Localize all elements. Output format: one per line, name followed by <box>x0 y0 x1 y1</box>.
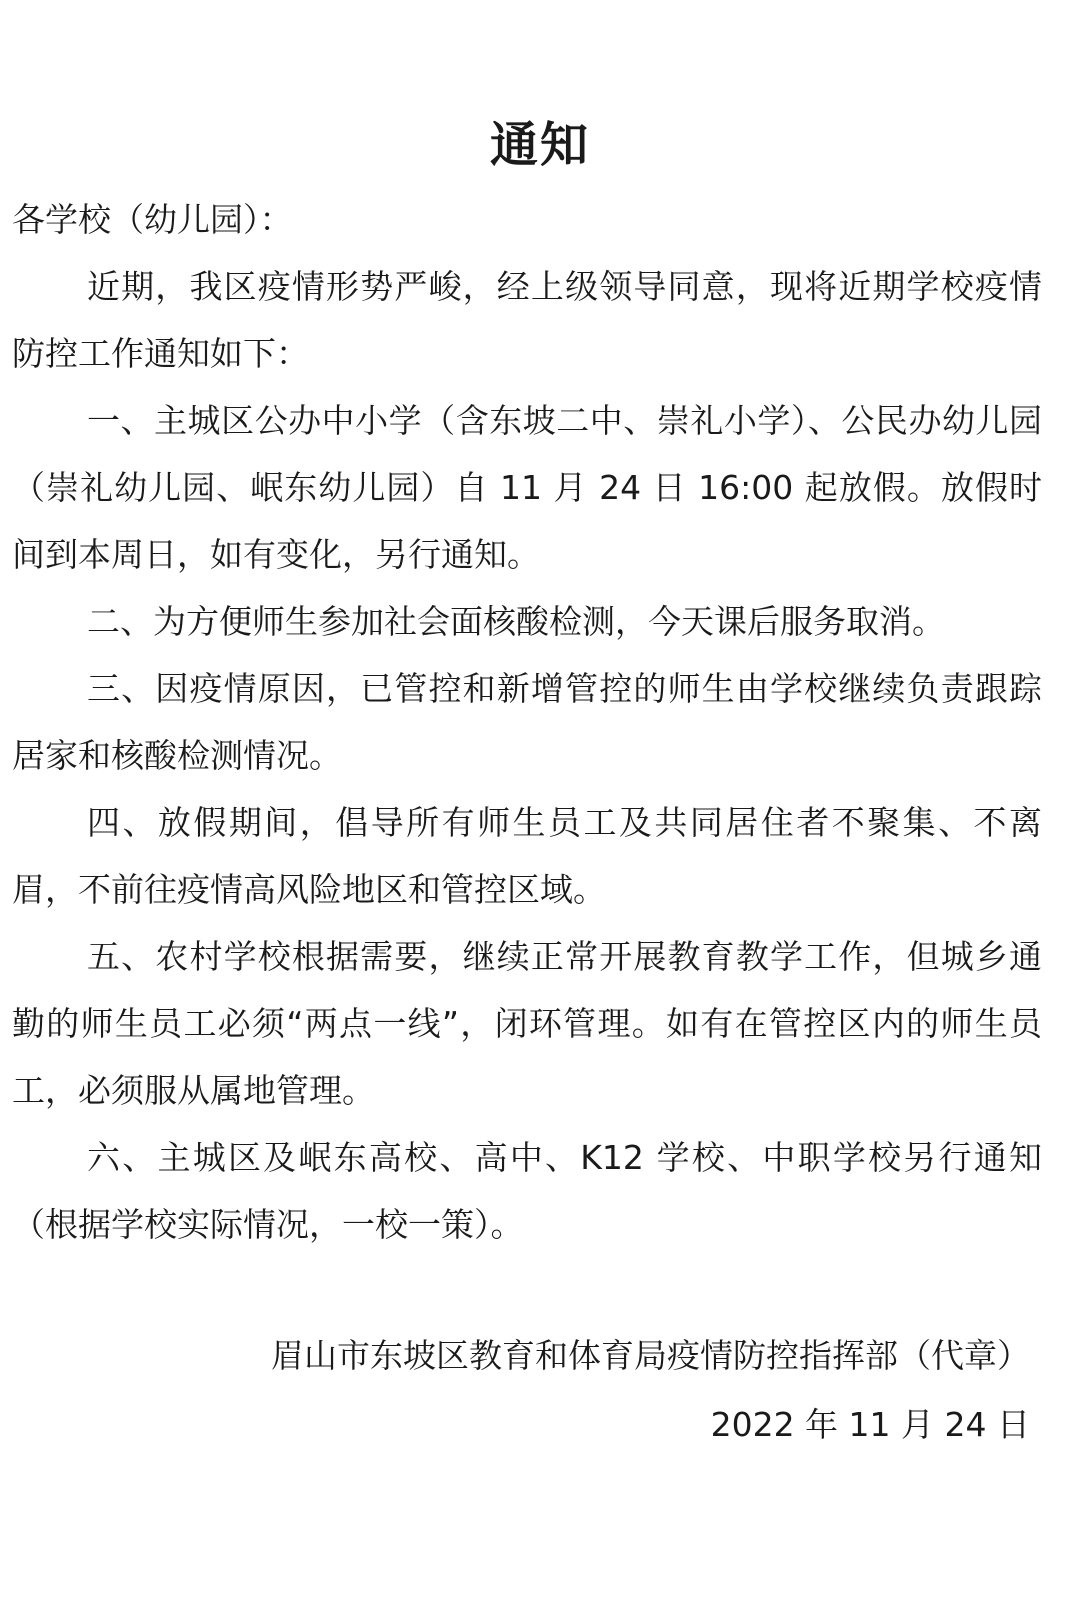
notice-item-3: 三、因疫情原因，已管控和新增管控的师生由学校继续负责跟踪居家和核酸检测情况。 <box>12 669 1042 775</box>
notice-item-4: 四、放假期间，倡导所有师生员工及共同居住者不聚集、不离眉，不前往疫情高风险地区和管控区域。 <box>12 803 1042 909</box>
notice-body <box>12 186 1042 1258</box>
notice-title: 通知 <box>489 117 590 173</box>
notice-item-6: 六、主城区及岷东高校、高中、K12 学校、中职学校另行通知（根据学校实际情况，一校一策）。 <box>12 1138 1042 1244</box>
intro-paragraph: 近期，我区疫情形势严峻，经上级领导同意，现将近期学校疫情防控工作通知如下： <box>12 267 1042 373</box>
notice-item-2: 二、为方便师生参加社会面核酸检测，今天课后服务取消。 <box>87 602 945 641</box>
signature-organization: 眉山市东坡区教育和体育局疫情防控指挥部（代章） <box>271 1336 1030 1375</box>
notice-item-1: 一、主城区公办中小学（含东坡二中、崇礼小学）、公民办幼儿园（崇礼幼儿园、岷东幼儿园）自 11 月 24 日 16:00 起放假。放假时间到本周日，如有变化，另行通知。 <box>12 401 1042 574</box>
signature-date: 2022 年 11 月 24 日 <box>710 1405 1030 1444</box>
salutation: 各学校（幼儿园）： <box>12 200 293 239</box>
notice-item-5: 五、农村学校根据需要，继续正常开展教育教学工作，但城乡通勤的师生员工必须“两点一线”，闭环管理。如有在管控区内的师生员工，必须服从属地管理。 <box>12 937 1042 1110</box>
